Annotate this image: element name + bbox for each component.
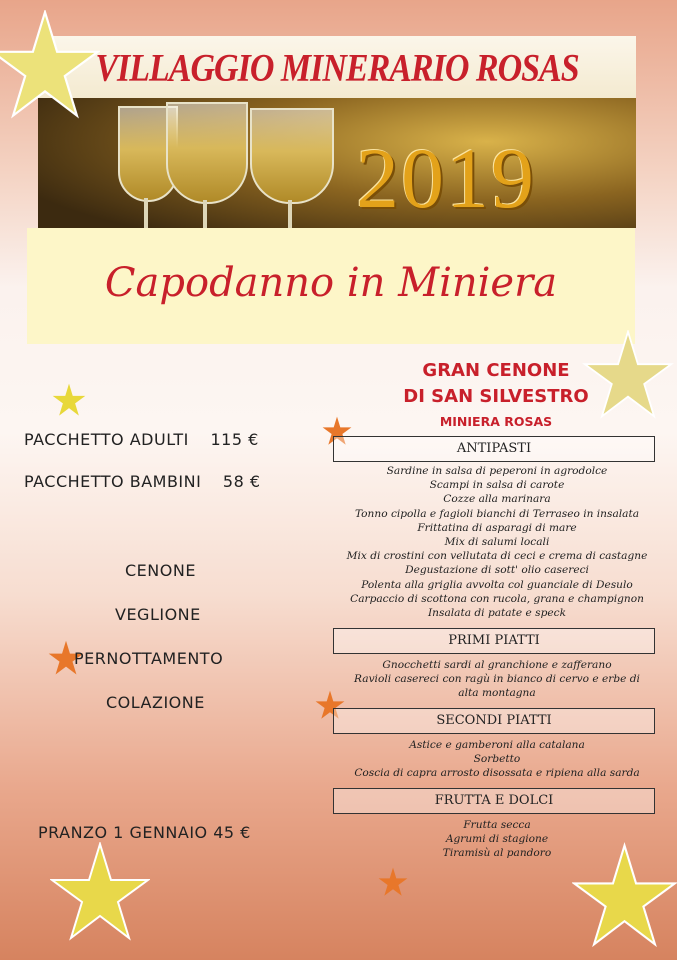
menu-items	[330, 464, 664, 620]
menu-item: Frittatina di asparagi di mare	[417, 521, 577, 534]
event-title-line1: GRAN CENONE	[422, 360, 570, 381]
include-item: CENONE	[125, 561, 196, 580]
star-icon	[50, 842, 150, 942]
event-location: MINIERA ROSAS	[439, 414, 553, 429]
include-item: PERNOTTAMENTO	[74, 649, 224, 668]
menu-item: Astice e gamberoni alla catalana	[409, 739, 585, 751]
menu-item: Polenta alla griglia avvolta col guanciale di Desulo	[361, 578, 633, 591]
menu-items	[330, 818, 664, 861]
menu-item: Ravioli casereci con ragù in bianco di cervo e erbe di	[354, 673, 640, 686]
menu-items	[330, 658, 664, 701]
menu-section-title: ANTIPASTI	[333, 436, 655, 462]
subtitle-banner	[27, 228, 635, 344]
package-price: 58 €	[222, 472, 261, 491]
menu-item: Tiramisù al pandoro	[442, 847, 552, 860]
event-subtitle: Capodanno in Miniera	[104, 260, 558, 306]
package-price: 115 €	[210, 430, 259, 449]
menu-item: Scampi in salsa di carote	[429, 479, 565, 492]
lunch-offer: PRANZO 1 GENNAIO 45 €	[38, 823, 251, 842]
menu-item: Degustazione di sott' olio casereci	[405, 564, 589, 577]
package-label: PACCHETTO ADULTI	[24, 430, 189, 449]
menu-item: Sorbetto	[473, 753, 521, 766]
package-adults	[24, 430, 259, 449]
menu-item: Cozze alla marinara	[443, 493, 551, 506]
package-label: PACCHETTO BAMBINI	[24, 472, 202, 491]
include-item: COLAZIONE	[106, 693, 205, 712]
menu-item: Coscia di capra arrosto disossata e ripiena alla sarda	[354, 767, 640, 780]
venue-title: VILLAGGIO MINERARIO ROSAS	[95, 47, 579, 90]
year-label: 2019	[356, 130, 536, 226]
package-children	[24, 472, 261, 491]
menu-item: Mix di salumi locali	[444, 536, 550, 549]
menu-section-title: PRIMI PIATTI	[333, 628, 655, 654]
menu-item: Sardine in salsa di peperoni in agrodolce	[386, 465, 608, 477]
header-banner	[38, 36, 636, 228]
menu-section-title: SECONDI PIATTI	[333, 708, 655, 734]
menu-item: Gnocchetti sardi al granchione e zafferano	[382, 659, 612, 671]
include-item: VEGLIONE	[115, 605, 201, 624]
menu-item: Agrumi di stagione	[445, 833, 549, 846]
menu-item: Tonno cipolla e fagioli bianchi di Terraseo in insalata	[354, 507, 640, 520]
star-icon	[52, 383, 86, 417]
menu-item: Frutta secca	[463, 819, 531, 831]
menu-item: Carpaccio di scottona con rucola, grana e champignon	[350, 592, 644, 605]
star-icon	[0, 10, 100, 120]
menu-item: alta montagna	[458, 687, 536, 700]
menu-item: Mix di crostini con vellutata di ceci e crema di castagne	[346, 550, 648, 563]
star-icon	[378, 864, 408, 900]
event-title-line2: DI SAN SILVESTRO	[403, 386, 589, 407]
menu-item: Insalata di patate e speck	[428, 607, 566, 620]
menu-section-title: FRUTTA E DOLCI	[333, 788, 655, 814]
menu-items	[330, 738, 664, 781]
